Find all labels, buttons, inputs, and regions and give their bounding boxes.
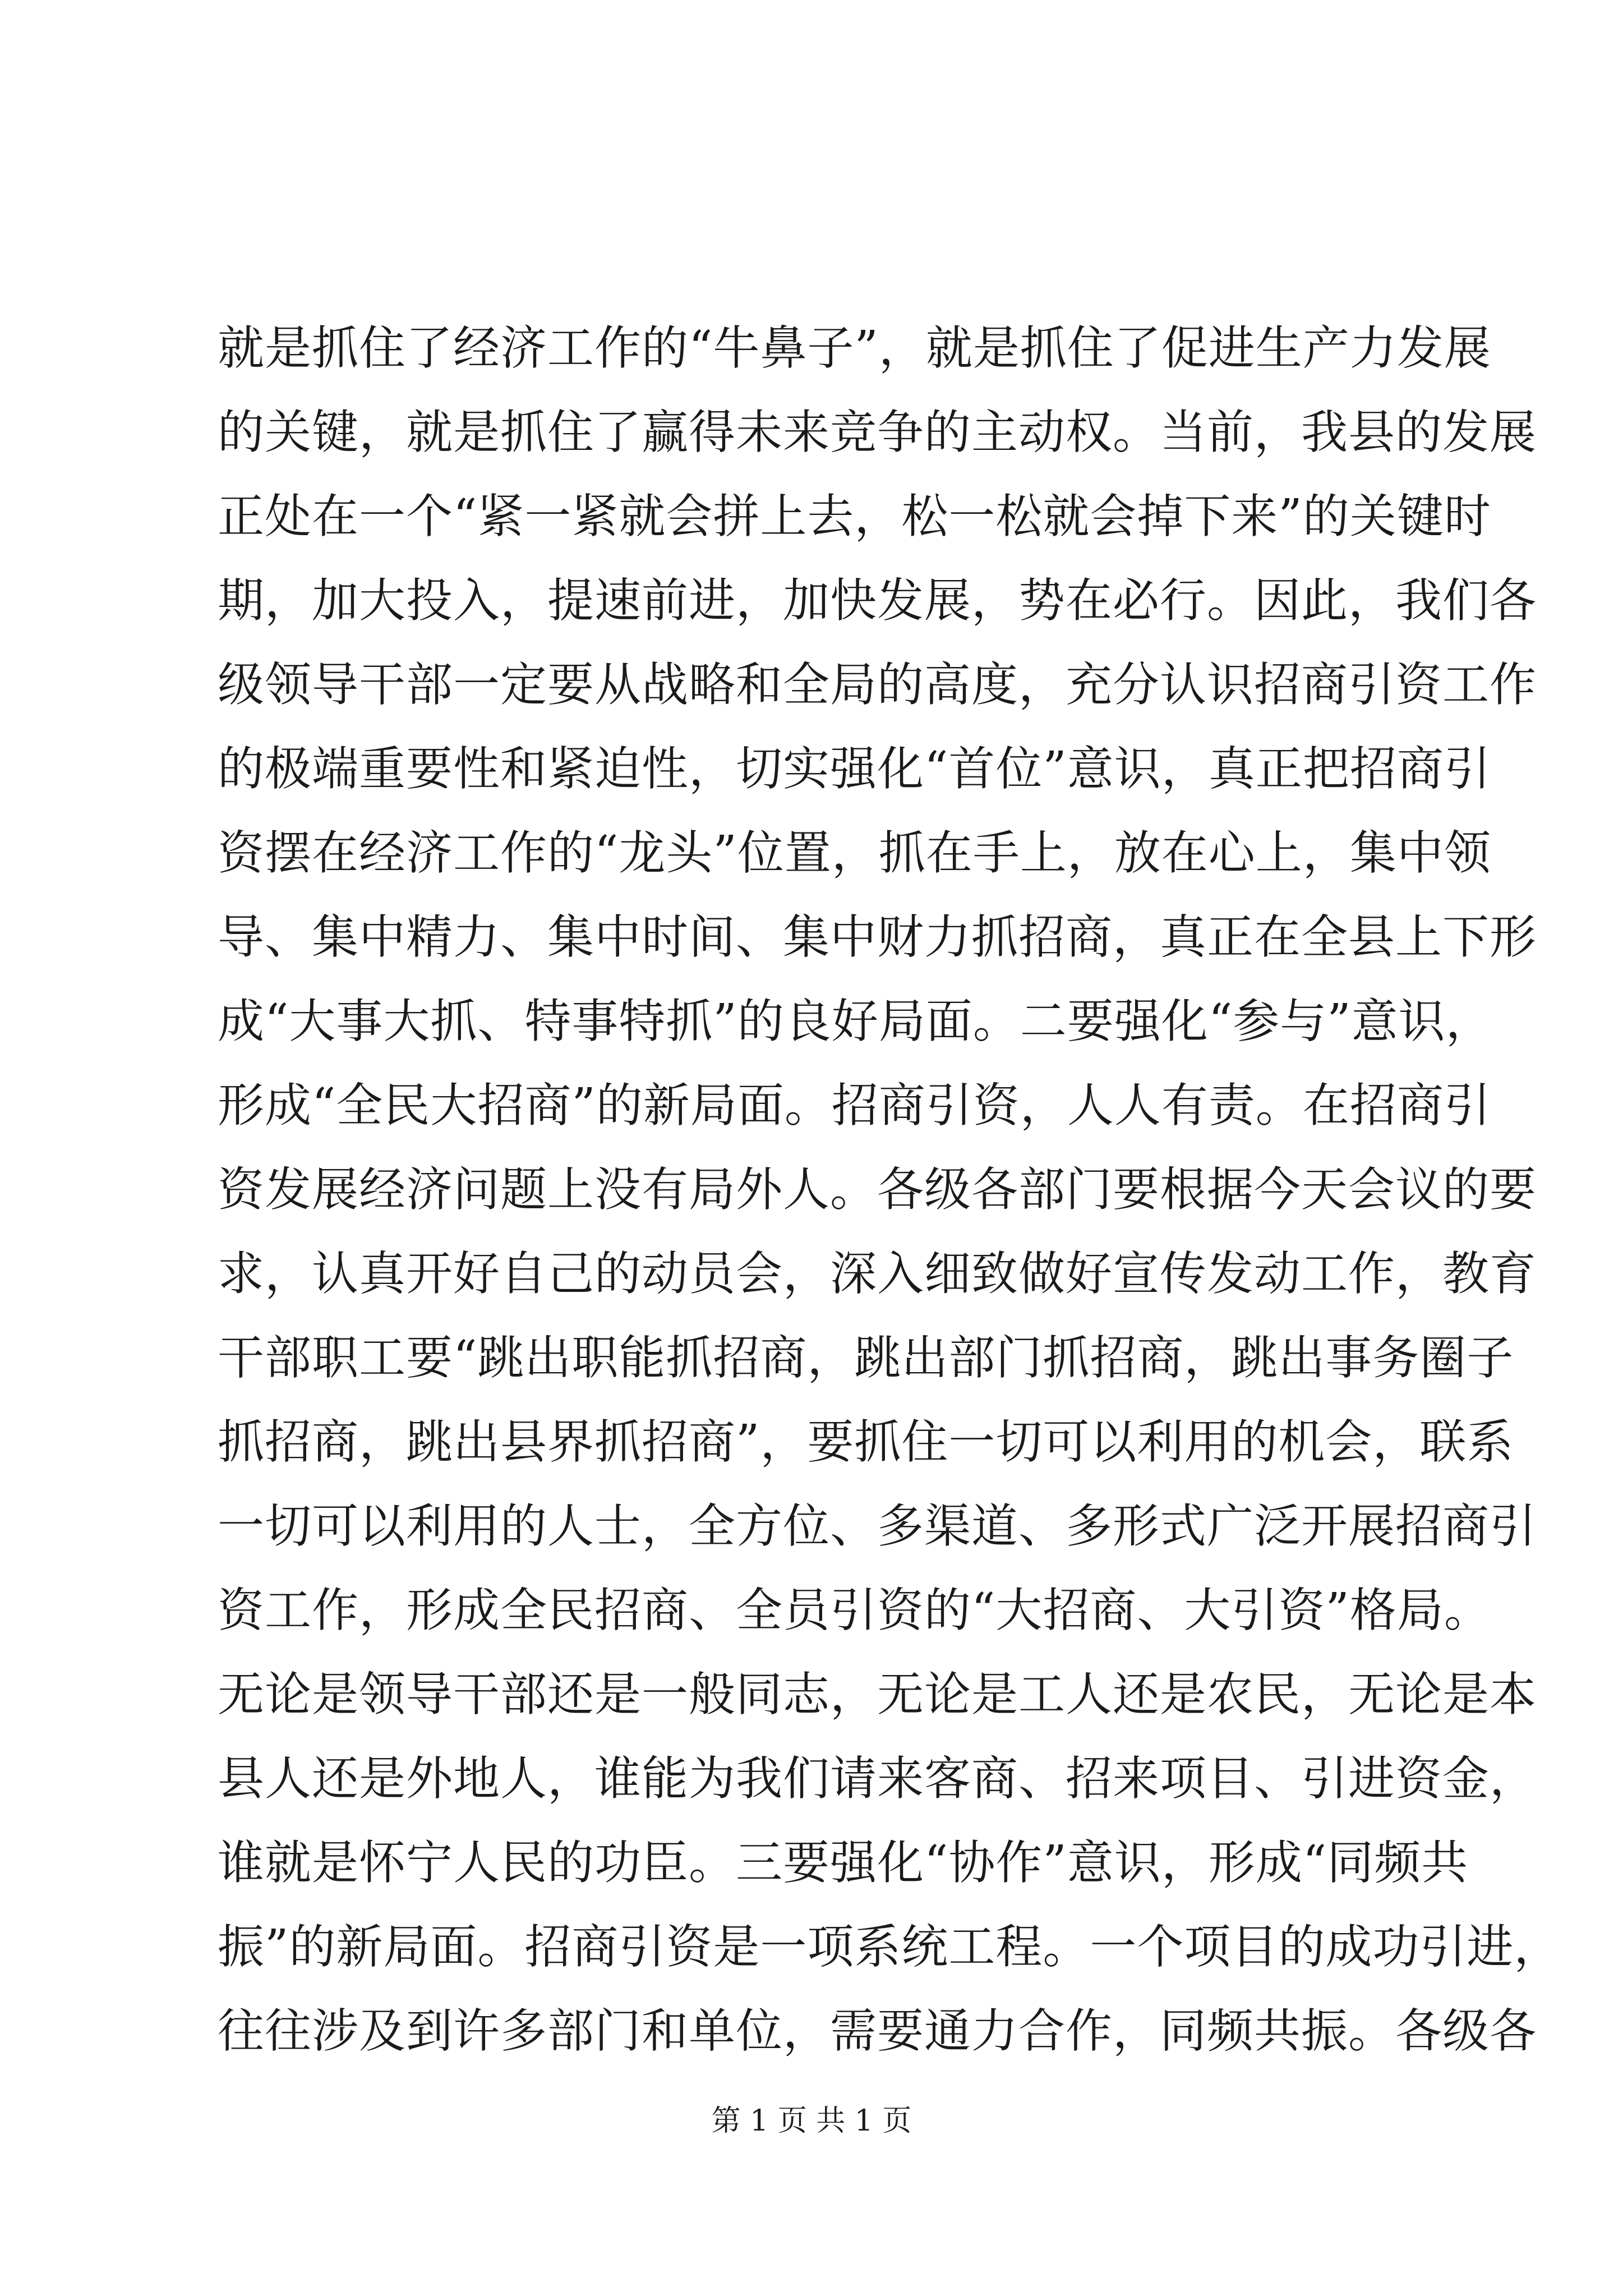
text-line: 资发展经济问题上没有局外人。各级各部门要根据今天会议的要: [218, 1162, 1537, 1217]
page-number-footer: 第 1 页 共 1 页: [711, 2104, 912, 2138]
text-line: 形成“全民大招商”的新局面。招商引资，人人有责。在招商引: [218, 1078, 1491, 1133]
text-line: 导、集中精力、集中时间、集中财力抓招商，真正在全县上下形: [218, 910, 1537, 964]
text-line: 谁就是怀宁人民的功臣。三要强化“协作”意识，形成“同频共: [218, 1835, 1469, 1890]
text-line: 级领导干部一定要从战略和全局的高度，充分认识招商引资工作: [218, 657, 1537, 712]
text-line: 的关键，就是抓住了赢得未来竞争的主动权。当前，我县的发展: [218, 405, 1537, 459]
body-text: [218, 306, 1561, 2073]
text-line: 资摆在经济工作的“龙头”位置，抓在手上，放在心上，集中领: [218, 826, 1491, 880]
text-line: 成“大事大抓、特事特抓”的良好局面。二要强化“参与”意识，: [218, 994, 1493, 1048]
text-line: 正处在一个“紧一紧就会拼上去，松一松就会掉下来”的关键时: [218, 489, 1491, 544]
text-line: 期，加大投入，提速前进，加快发展，势在必行。因此，我们各: [218, 573, 1537, 628]
text-line: 的极端重要性和紧迫性，切实强化“首位”意识，真正把招商引: [218, 742, 1491, 796]
text-line: 一切可以利用的人士，全方位、多渠道、多形式广泛开展招商引: [218, 1499, 1537, 1553]
text-line: 干部职工要“跳出职能抓招商，跳出部门抓招商，跳出事务圈子: [218, 1331, 1514, 1385]
text-line: 振”的新局面。招商引资是一项系统工程。一个项目的成功引进，: [218, 1920, 1561, 1974]
text-line: 无论是领导干部还是一般同志，无论是工人还是农民，无论是本: [218, 1667, 1537, 1722]
text-line: 资工作，形成全民招商、全员引资的“大招商、大引资”格局。: [218, 1583, 1491, 1637]
text-line: 求，认真开好自己的动员会，深入细致做好宣传发动工作，教育: [218, 1246, 1537, 1301]
text-line: 县人还是外地人，谁能为我们请来客商、招来项目、引进资金，: [218, 1751, 1537, 1806]
text-line: 就是抓住了经济工作的“牛鼻子”，就是抓住了促进生产力发展: [218, 321, 1491, 375]
text-line: 往往涉及到许多部门和单位，需要通力合作，同频共振。各级各: [218, 2004, 1537, 2058]
text-line: 抓招商，跳出县界抓招商”，要抓住一切可以利用的机会，联系: [218, 1415, 1514, 1469]
